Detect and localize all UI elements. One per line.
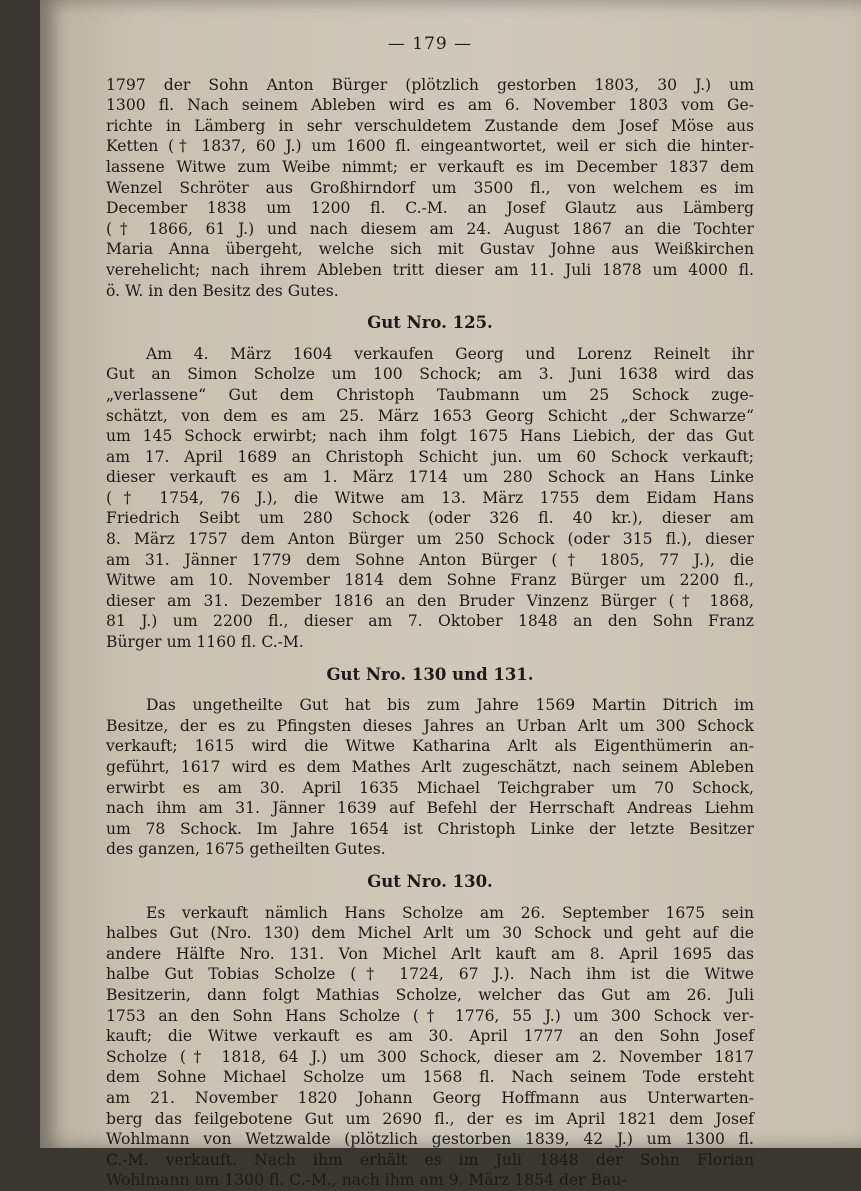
text-line: dem Sohne Michael Scholze um 1568 fl. Nach seinem Tode ersteht bbox=[106, 1068, 754, 1087]
text-line: halbes Gut (Nro. 130) dem Michel Arlt um 30 Schock und geht auf die bbox=[106, 924, 754, 943]
text-line: am 31. Jänner 1779 dem Sohne Anton Bürger († 1805, 77 J.), die bbox=[106, 550, 754, 569]
text-line: geführt, 1617 wird es dem Mathes Arlt zugeschätzt, nach seinem Ableben bbox=[106, 758, 754, 776]
text-line: Besitzerin, dann folgt Mathias Scholze, welcher das Gut am 26. Juli bbox=[106, 985, 754, 1004]
text-line: Bürger um 1160 fl. C.-M. bbox=[106, 633, 304, 652]
text-line: verkauft; 1615 wird die Witwe Katharina Arlt als Eigenthümerin an- bbox=[106, 737, 754, 756]
text-line: C.-M. verkauft. Nach ihm erhält es im Juli 1848 der Sohn Florian bbox=[106, 1150, 754, 1169]
section-0 bbox=[106, 75, 754, 302]
text-line: († 1866, 61 J.) und nach diesem am 24. August 1867 an die Tochter bbox=[106, 219, 754, 238]
section-heading: Gut Nro. 125. bbox=[367, 313, 493, 333]
text-line: halbe Gut Tobias Scholze († 1724, 67 J.). Nach ihm ist die Witwe bbox=[106, 965, 754, 984]
text-line: Wenzel Schröter aus Großhirndorf um 3500 fl., von welchem es im bbox=[106, 178, 754, 197]
text-line: um 145 Schock erwirbt; nach ihm folgt 1675 Hans Liebich, der das Gut bbox=[106, 427, 754, 446]
text-line: am 17. April 1689 an Christoph Schicht jun. um 60 Schock verkauft; bbox=[106, 447, 754, 466]
paragraph bbox=[106, 344, 754, 653]
text-line: Maria Anna übergeht, welche sich mit Gustav Johne aus Weißkirchen bbox=[106, 240, 754, 259]
paragraph bbox=[106, 903, 754, 1191]
text-line: Ketten († 1837, 60 J.) um 1600 fl. eingeantwortet, weil er sich die hinter- bbox=[106, 137, 754, 156]
text-line: Friedrich Seibt um 280 Schock (oder 326 fl. 40 kr.), dieser am bbox=[106, 509, 754, 528]
text-line: Das ungetheilte Gut hat bis zum Jahre 1569 Martin Ditrich im bbox=[146, 696, 754, 715]
text-column bbox=[106, 34, 754, 1191]
text-line: Witwe am 10. November 1814 dem Sohne Franz Bürger um 2200 fl., bbox=[106, 571, 754, 590]
section-1 bbox=[106, 313, 754, 653]
section-3 bbox=[106, 872, 754, 1191]
text-line: verehelicht; nach ihrem Ableben tritt dieser am 11. Juli 1878 um 4000 fl. bbox=[106, 260, 754, 279]
text-line: 1300 fl. Nach seinem Ableben wird es am 6. November 1803 vom Ge- bbox=[106, 96, 754, 115]
text-line: „verlassene“ Gut dem Christoph Taubmann um 25 Schock zuge- bbox=[106, 385, 754, 404]
paragraph bbox=[106, 695, 754, 860]
text-line: um 78 Schock. Im Jahre 1654 ist Christoph Linke der letzte Besitzer bbox=[106, 819, 754, 838]
text-line: schätzt, von dem es am 25. März 1653 Georg Schicht „der Schwarze“ bbox=[106, 406, 754, 425]
section-2 bbox=[106, 665, 754, 860]
sections bbox=[106, 75, 754, 1191]
text-line: ö. W. in den Besitz des Gutes. bbox=[106, 281, 339, 300]
book-page bbox=[40, 0, 861, 1190]
text-line: richte in Lämberg in sehr verschuldetem Zustande dem Josef Möse aus bbox=[106, 116, 754, 135]
text-line: dieser am 31. Dezember 1816 an den Bruder Vinzenz Bürger († 1868, bbox=[106, 591, 754, 610]
text-line: 1797 der Sohn Anton Bürger (plötzlich gestorben 1803, 30 J.) um bbox=[106, 75, 754, 94]
text-line: des ganzen, 1675 getheilten Gutes. bbox=[106, 840, 386, 859]
paragraph bbox=[106, 75, 754, 302]
text-line: Es verkauft nämlich Hans Scholze am 26. September 1675 sein bbox=[146, 903, 754, 922]
text-line: am 21. November 1820 Johann Georg Hoffmann aus Unterwarten- bbox=[106, 1088, 754, 1107]
text-line: Am 4. März 1604 verkaufen Georg und Lorenz Reinelt ihr bbox=[146, 344, 754, 363]
text-line: († 1754, 76 J.), die Witwe am 13. März 1755 dem Eidam Hans bbox=[106, 488, 754, 507]
section-heading: Gut Nro. 130. bbox=[367, 871, 493, 891]
text-line: Wohlmann von Wetzwalde (plötzlich gestorben 1839, 42 J.) um 1300 fl. bbox=[106, 1130, 754, 1149]
text-line: Scholze († 1818, 64 J.) um 300 Schock, dieser am 2. November 1817 bbox=[106, 1047, 754, 1066]
text-line: kauft; die Witwe verkauft es am 30. April 1777 an den Sohn Josef bbox=[106, 1027, 754, 1046]
page-number: — 179 — bbox=[387, 34, 473, 54]
text-line: 1753 an den Sohn Hans Scholze († 1776, 55 J.) um 300 Schock ver- bbox=[106, 1006, 754, 1025]
text-line: erwirbt es am 30. April 1635 Michael Teichgraber um 70 Schock, bbox=[106, 778, 754, 797]
text-line: Gut an Simon Scholze um 100 Schock; am 3. Juni 1638 wird das bbox=[106, 365, 754, 384]
text-line: Wohlmann um 1300 fl. C.-M., nach ihm am 9. März 1854 der Bau- bbox=[106, 1171, 627, 1190]
text-line: andere Hälfte Nro. 131. Von Michel Arlt kauft am 8. April 1695 das bbox=[106, 944, 754, 963]
text-line: 81 J.) um 2200 fl., dieser am 7. Oktober 1848 an den Sohn Franz bbox=[106, 612, 754, 631]
text-line: Besitze, der es zu Pfingsten dieses Jahres an Urban Arlt um 300 Schock bbox=[106, 716, 754, 735]
text-line: December 1838 um 1200 fl. C.-M. an Josef Glautz aus Lämberg bbox=[106, 199, 754, 218]
text-line: berg das feilgebotene Gut um 2690 fl., der es im April 1821 dem Josef bbox=[106, 1109, 754, 1128]
text-line: lassene Witwe zum Weibe nimmt; er verkauft es im December 1837 dem bbox=[106, 157, 754, 176]
text-line: nach ihm am 31. Jänner 1639 auf Befehl der Herrschaft Andreas Liehm bbox=[106, 799, 754, 818]
text-line: 8. März 1757 dem Anton Bürger um 250 Schock (oder 315 fl.), dieser bbox=[106, 530, 754, 549]
section-heading: Gut Nro. 130 und 131. bbox=[326, 664, 534, 684]
text-line: dieser verkauft es am 1. März 1714 um 280 Schock an Hans Linke bbox=[106, 468, 754, 487]
